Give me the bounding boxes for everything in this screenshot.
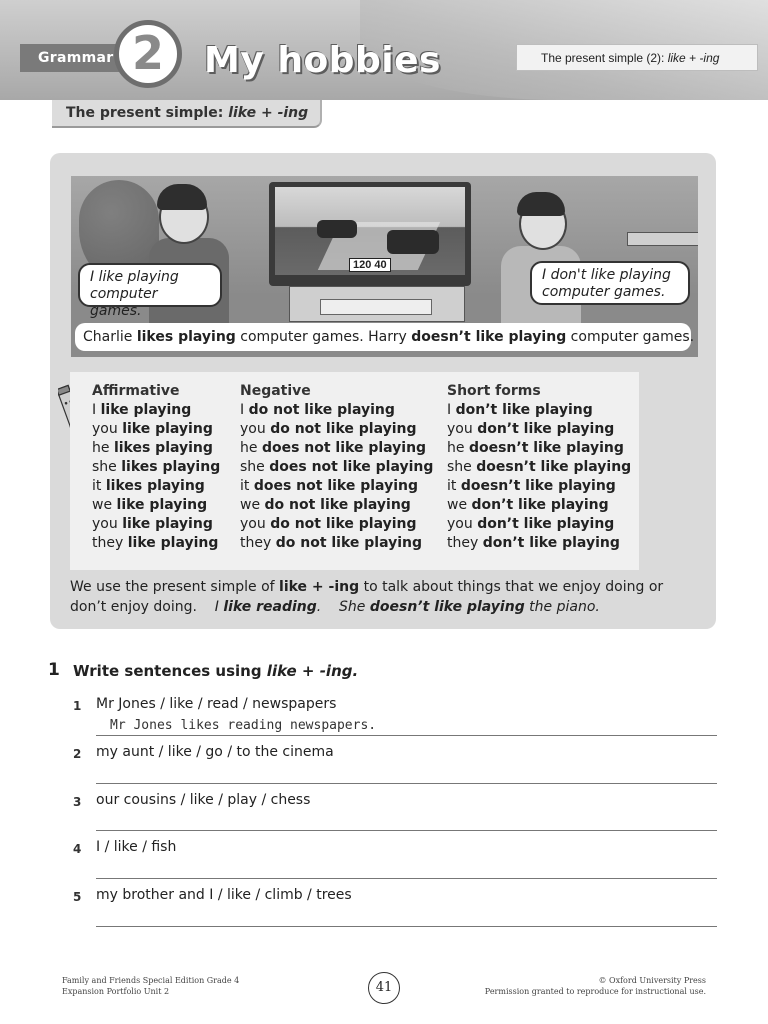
exercise-instruction: Write sentences using like + -ing. [73, 662, 359, 680]
table-row: you like playing [92, 421, 213, 437]
item-number: 5 [73, 890, 82, 904]
column-heading: Short forms [447, 383, 541, 399]
table-row: he likes playing [92, 440, 213, 456]
table-row: she does not like playing [240, 459, 434, 475]
table-row: I don’t like playing [447, 402, 593, 418]
table-row: he does not like playing [240, 440, 427, 456]
table-row: they do not like playing [240, 535, 423, 551]
unit-number-badge: 2 [114, 20, 182, 88]
table-row: you do not like playing [240, 421, 417, 437]
short-forms-column [447, 382, 631, 553]
item-number: 4 [73, 842, 82, 856]
footer-credits-left [62, 975, 239, 997]
answer-line[interactable] [96, 878, 717, 879]
item-number: 2 [73, 747, 82, 761]
affirmative-column [92, 382, 220, 553]
game-score: 120 40 [349, 258, 391, 272]
page-number: 41 [368, 972, 400, 1004]
topic-text: The present simple (2): like + -ing [541, 51, 720, 65]
table-row: she doesn’t like playing [447, 459, 632, 475]
table-row: you do not like playing [240, 516, 417, 532]
item-prompt: my aunt / like / go / to the cinema [96, 744, 334, 760]
speech-bubble-charlie: I like playing computer games. [78, 263, 222, 307]
table-row: we don’t like playing [447, 497, 609, 513]
table-row: I like playing [92, 402, 192, 418]
column-heading: Affirmative [92, 383, 180, 399]
table-row: she likes playing [92, 459, 221, 475]
table-row: it does not like playing [240, 478, 418, 494]
speech-bubble-harry: I don't like playing computer games. [530, 261, 690, 305]
car-icon [317, 220, 357, 238]
answer-line[interactable] [96, 735, 717, 736]
footer-credits-right [440, 975, 706, 997]
topic-box [516, 44, 758, 71]
car-icon [387, 230, 439, 254]
section-label: Grammar [20, 44, 140, 72]
item-prompt: I / like / fish [96, 839, 177, 855]
table-row: you don’t like playing [447, 421, 615, 437]
desk-icon [627, 232, 698, 246]
illustration-caption: Charlie likes playing computer games. Harry doesn’t like playing computer games. [75, 323, 691, 351]
table-row: it doesn’t like playing [447, 478, 616, 494]
table-row: you don’t like playing [447, 516, 615, 532]
footer-line: Expansion Portfolio Unit 2 [62, 987, 170, 996]
table-row: it likes playing [92, 478, 205, 494]
tv-stand [289, 286, 465, 322]
table-row: he doesn’t like playing [447, 440, 624, 456]
table-row: we like playing [92, 497, 208, 513]
answer-text[interactable]: Mr Jones likes reading newspapers. [110, 718, 377, 733]
grammar-rule: We use the present simple of like + -ing to talk about things that we enjoy doing or don’t enjoy doing. I like reading. She doesn’t like playing the piano. [70, 579, 664, 615]
item-prompt: my brother and I / like / climb / trees [96, 887, 352, 903]
footer-line: Permission granted to reproduce for instructional use. [484, 987, 706, 996]
table-row: you like playing [92, 516, 213, 532]
negative-column [240, 382, 433, 553]
exercise-number: 1 [48, 660, 60, 680]
grammar-subtitle: The present simple: like + -ing [52, 100, 322, 128]
footer-line: © Oxford University Press [598, 976, 706, 985]
footer-line: Family and Friends Special Edition Grade 4 [62, 976, 240, 985]
conjugation-table [70, 372, 639, 570]
table-row: they don’t like playing [447, 535, 620, 551]
answer-line[interactable] [96, 926, 717, 927]
tv-icon [269, 182, 471, 286]
answer-line[interactable] [96, 783, 717, 784]
answer-line[interactable] [96, 830, 717, 831]
table-row: I do not like playing [240, 402, 395, 418]
item-prompt: our cousins / like / play / chess [96, 792, 311, 808]
item-number: 1 [73, 699, 82, 713]
page-title: My hobbies [204, 40, 441, 81]
table-row: they like playing [92, 535, 219, 551]
table-row: we do not like playing [240, 497, 411, 513]
item-number: 3 [73, 795, 82, 809]
column-heading: Negative [240, 383, 311, 399]
item-prompt: Mr Jones / like / read / newspapers [96, 696, 337, 712]
